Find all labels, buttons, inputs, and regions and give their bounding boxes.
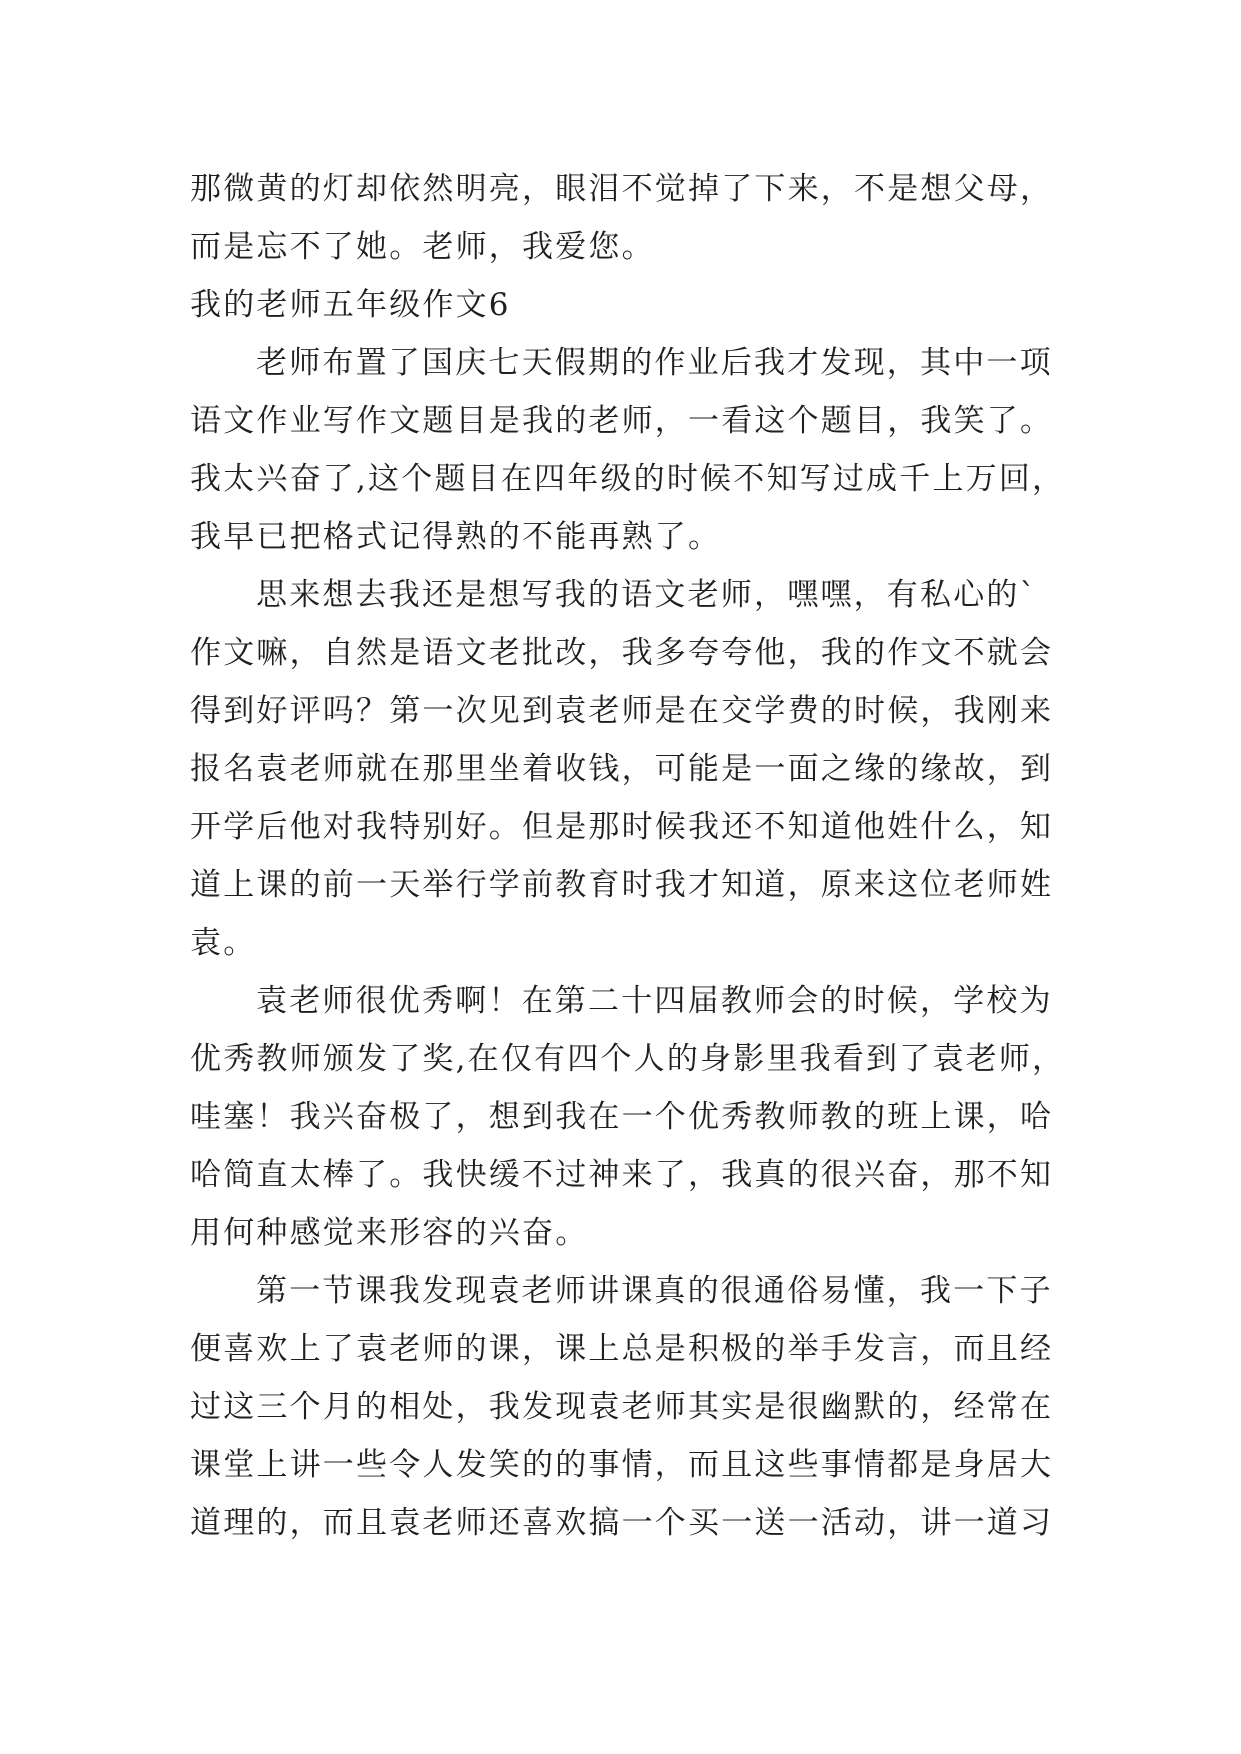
text-line: 语文作业写作文题目是我的老师，一看这个题目，我笑了。: [190, 403, 1054, 439]
text-line: 道上课的前一天举行学前教育时我才知道，原来这位老师姓: [190, 867, 1054, 903]
text-line: 哈简直太棒了。我快缓不过神来了，我真的很兴奋，那不知: [190, 1157, 1054, 1193]
paragraph-first-line: 老师布置了国庆七天假期的作业后我才发现，其中一项: [256, 345, 1053, 381]
text-line: 而是忘不了她。老师，我爱您。: [190, 229, 655, 265]
text-line: 优秀教师颁发了奖,在仅有四个人的身影里我看到了袁老师，: [190, 1041, 1066, 1077]
section-heading: 我的老师五年级作文6: [190, 287, 511, 323]
text-line: 过这三个月的相处，我发现袁老师其实是很幽默的，经常在: [190, 1389, 1054, 1425]
text-line: 用何种感觉来形容的兴奋。: [190, 1215, 589, 1251]
text-line: 那微黄的灯却依然明亮，眼泪不觉掉了下来，不是想父母，: [190, 171, 1054, 207]
paragraph-first-line: 思来想去我还是想写我的语文老师，嘿嘿，有私心的`: [256, 577, 1038, 613]
text-line: 开学后他对我特别好。但是那时候我还不知道他姓什么，知: [190, 809, 1054, 845]
text-line: 哇塞！我兴奋极了，想到我在一个优秀教师教的班上课，哈: [190, 1099, 1054, 1135]
paragraph-first-line: 袁老师很优秀啊！在第二十四届教师会的时候，学校为: [256, 983, 1053, 1019]
text-line: 道理的，而且袁老师还喜欢搞一个买一送一活动，讲一道习: [190, 1505, 1054, 1541]
text-line: 袁。: [190, 925, 257, 961]
text-line: 课堂上讲一些令人发笑的的事情，而且这些事情都是身居大: [190, 1447, 1054, 1483]
text-line: 我太兴奋了,这个题目在四年级的时候不知写过成千上万回，: [190, 461, 1066, 497]
text-line: 报名袁老师就在那里坐着收钱，可能是一面之缘的缘故，到: [190, 751, 1054, 787]
text-line: 我早已把格式记得熟的不能再熟了。: [190, 519, 722, 555]
text-line: 便喜欢上了袁老师的课，课上总是积极的举手发言，而且经: [190, 1331, 1054, 1367]
text-line: 得到好评吗？第一次见到袁老师是在交学费的时候，我刚来: [190, 693, 1054, 729]
paragraph-first-line: 第一节课我发现袁老师讲课真的很通俗易懂，我一下子: [256, 1273, 1053, 1309]
text-line: 作文嘛，自然是语文老批改，我多夸夸他，我的作文不就会: [190, 635, 1054, 671]
